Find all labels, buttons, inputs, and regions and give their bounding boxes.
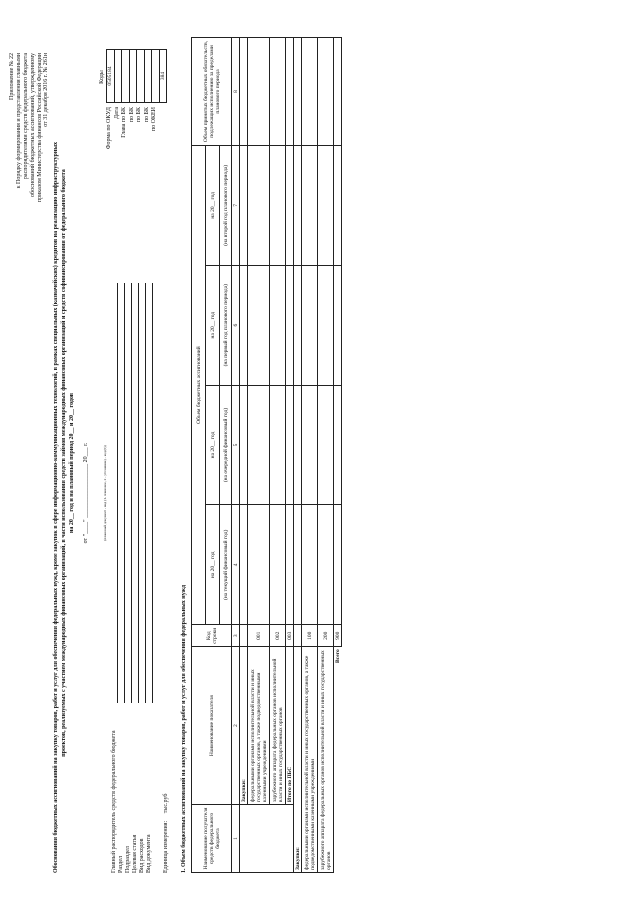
row-code: 900 [334,625,342,647]
row-name: Закупки: [240,647,248,805]
fill-line [124,283,125,703]
title-line-2: проектов, реализуемых с участием международных финансовых организаций, в части использования средств займов международных финансовых организаций и средств софинансирования от федерального бюджета [61,169,67,757]
col-header-recipient: Наименование получателя средств федерального бюджета [192,805,232,873]
col-number: 2 [232,647,240,805]
table-row [240,38,248,873]
col-number: 1 [232,805,240,873]
section-heading: 1. Объем бюджетных ассигнований на закупку товаров, работ и услуг для обеспечения федеральных нужд [181,584,187,873]
row-code: 003 [286,625,294,647]
fill-line [145,283,146,703]
code-label: по БК [136,107,142,123]
code-value [152,50,160,103]
field-subsection: Подраздел [125,846,131,873]
col-number: 4 [232,505,240,625]
row-name: федеральными органами исполнительной власти и иных государственных органов, а также подведомственными казенными учреждениями [248,647,270,805]
code-label: по БК [143,107,150,123]
title-line-1: Обоснования бюджетных ассигнований на закупку товаров, работ и услуг для обеспечения федеральных нужд, кроме закупок в сфере информационно-коммуникационных технологий, в рамках специальных (казначейских) кредитов на реализацию инфраструктурных [53,141,59,873]
col-number: 5 [232,385,240,505]
table-row [294,38,302,873]
fill-line [138,283,139,703]
field-target-article: Целевая статья [132,834,138,873]
document-page [5,13,635,893]
appendix-line: от 31 декабря 2016 г. № 261н [43,53,50,127]
row-name: федеральными органами исполнительной власти и иных государственных органов, а также подведомственными казенными учреждениями [302,647,318,873]
col-header-year-1-note: (на текущий финансовый год) [220,505,232,625]
code-value [144,50,152,103]
unit-value: тыс.руб [163,793,169,814]
code-label: Глава по БК [121,107,127,138]
row-code: 001 [248,625,270,647]
col-number: 3 [232,625,240,647]
title-line-3: на 20__ год и на плановый период 20__ и 20__ годов [69,392,75,534]
fill-line [152,283,153,703]
codes-table [106,49,167,103]
row-code: 100 [302,625,318,647]
row-code: 002 [270,625,286,647]
col-header-obligations: Объем принятых бюджетных обязательств, подлежащих исполнению за пределами планового периода [192,38,232,146]
table-row [334,38,342,873]
field-expense-type: Вид расходов [139,838,145,873]
col-header-group: Объем бюджетных ассигнований [192,145,206,624]
row-code: 200 [318,625,334,647]
code-label: по ОКЕИ [151,107,157,132]
document-title [53,53,60,873]
col-header-year-2-note: (на очередной финансовый год) [220,385,232,505]
col-header-year-3: на 20__ год [206,265,220,385]
table-row [318,38,334,873]
code-label: Форма по ОКУД [106,107,112,150]
col-header-indicator: Наименование показателя [192,647,232,805]
table-row [302,38,318,873]
title-date: от "____" __________________ 20___ г. [83,442,89,544]
field-document-type: Вид документа [146,834,152,873]
row-name: Закупки: [294,647,302,873]
appendix-line: обоснований бюджетных ассигнований, утвержденному [29,53,36,197]
unit-label-text: Единица измерения: [163,820,169,873]
code-value [129,50,137,103]
fill-line [131,283,132,703]
row-name: Итого по ПБС [286,647,294,805]
appendix-note [9,53,50,293]
appendix-line: приказом Министерства финансов Российской Федерации [36,53,43,203]
table-row [270,38,286,873]
budget-table [191,37,342,873]
table-row [248,38,270,873]
row-name: зарубежного аппарата федеральных органов исполнительной власти и иных государственных органов [270,647,286,805]
title-date-caption: (плановый документ - вид (1- плановое, 2 - уточнение) - код (0)) [103,445,107,541]
table-row [286,38,294,873]
appendix-line: Приложение № 22 [9,53,15,100]
appendix-line: распорядителями средств федерального бюджета [22,53,29,180]
recipient-cell [240,805,294,873]
col-header-code: Код строки [192,625,232,647]
row-code [294,625,302,647]
code-value [122,50,130,103]
code-value [114,50,122,103]
code-value [137,50,145,103]
code-label: Дата [113,107,120,119]
fill-line [117,283,118,703]
code-value: 384 [159,50,167,103]
col-header-year-4: на 20__ год [206,145,220,265]
appendix-line: к Порядку формирования и представления главными [15,53,22,189]
col-header-year-1: на 20__ год [206,505,220,625]
codes-header: Коды [99,70,105,84]
col-number: 7 [232,145,240,265]
code-label: по БК [128,107,135,123]
row-code [240,625,248,647]
field-main-manager: Главный распорядитель средств федерального бюджета [111,730,117,873]
row-name: зарубежного аппарата федеральных органов исполнительной власти и иных государственных органов [318,647,334,873]
field-section: Раздел [118,856,124,873]
unit-label [163,794,170,873]
col-number: 8 [232,38,240,146]
row-name-total: Всего [334,647,342,873]
code-value: 0505184 [107,50,115,103]
col-number: 6 [232,265,240,385]
col-header-year-3-note: (на первый год планового периода) [220,265,232,385]
codes-labels [106,107,159,203]
col-header-year-4-note: (на второй год планового периода) [220,145,232,265]
col-header-year-2: на 20__ год [206,385,220,505]
